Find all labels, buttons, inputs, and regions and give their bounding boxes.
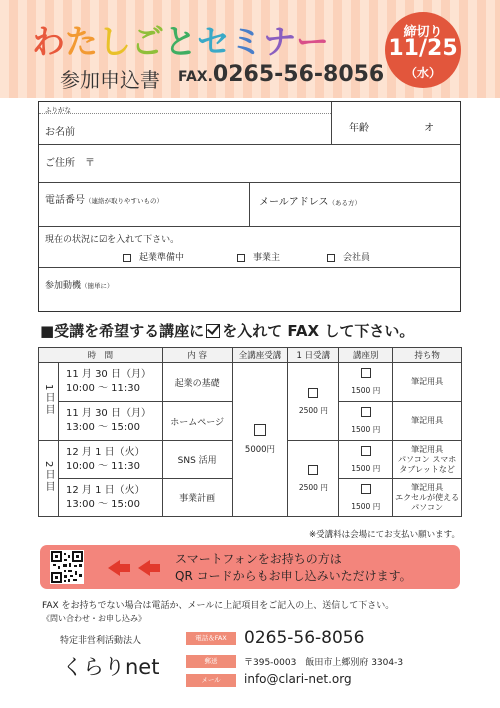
bring-line: パソコン スマホ [397, 454, 457, 464]
arrow-left-icon [138, 560, 150, 576]
bring-line: 筆記用具 [411, 444, 444, 454]
day1-label: 1日目 [42, 383, 54, 417]
payment-note: ※受講料は会場にてお支払い願います。 [309, 530, 460, 540]
checkbox[interactable] [308, 465, 318, 475]
motive-note: （簡単に） [81, 282, 114, 290]
day1-price: 2500 円 [298, 405, 328, 415]
single-price: 1500 円 [351, 425, 381, 434]
qr-message [175, 551, 412, 585]
bring-line: エクセルが使える [395, 492, 460, 502]
status-option-label: 事業主 [253, 253, 281, 263]
status-row [39, 227, 460, 268]
contact-row[interactable] [39, 183, 460, 227]
status-option-employee[interactable] [327, 250, 370, 263]
contact-mail-row [186, 653, 466, 670]
contact-email-row [186, 672, 466, 689]
single-course-cell[interactable] [339, 479, 393, 517]
motive-row[interactable] [39, 268, 460, 311]
title-char: わ [32, 22, 65, 61]
email-label [259, 193, 361, 208]
email-note: （ある方） [328, 199, 361, 207]
contact-email[interactable]: info@clari-net.org [244, 672, 352, 686]
name-row[interactable] [39, 102, 460, 145]
checkbox[interactable] [361, 484, 371, 494]
session-content: 起業の基礎 [162, 363, 232, 402]
course-table [38, 347, 462, 517]
day-label [39, 363, 59, 441]
bring-line: パソコン [411, 502, 443, 512]
section-title-b: を入れて FAX して下さい。 [222, 322, 415, 340]
address-row[interactable] [39, 145, 460, 183]
status-prompt: 現在の状況に☑を入れて下さい。 [45, 235, 180, 245]
phone-label-text: 電話番号 [45, 195, 85, 206]
course-section-title [40, 320, 414, 341]
day1-cell[interactable] [288, 363, 339, 441]
header-banner [0, 0, 500, 98]
header-single: 講座別 [339, 348, 393, 363]
bring-line: タブレットなど [399, 464, 455, 474]
session-datetime [58, 441, 162, 479]
bring-item: 筆記用具 [393, 402, 462, 441]
deadline-date: 11/25 [388, 36, 458, 61]
session-content: SNS 活用 [162, 441, 232, 479]
address-label: ご住所 〒 [45, 158, 95, 169]
contact-tag: 電話＆FAX [186, 632, 236, 645]
qr-line: スマートフォンをお持ちの方は [175, 552, 342, 566]
contact-phone[interactable]: 0265-56-8056 [244, 628, 365, 648]
email-divider [249, 183, 250, 226]
checked-box-icon [206, 324, 220, 338]
checkbox[interactable] [308, 388, 318, 398]
checkbox[interactable] [254, 424, 266, 436]
single-price: 1500 円 [351, 463, 381, 473]
single-price: 1500 円 [351, 501, 381, 511]
bring-item: 筆記用具 [393, 363, 462, 402]
header-fax [178, 62, 384, 87]
bring-item [393, 441, 462, 479]
age-label: 年齢 [349, 123, 369, 134]
section-title-a: ■受講を希望する講座に [40, 322, 205, 340]
arrow-left-icon [108, 560, 120, 576]
checkbox[interactable] [123, 254, 131, 262]
session-time: 13:00 ～ 15:00 [65, 498, 140, 510]
single-course-cell[interactable] [339, 363, 393, 402]
contact-address: 〒395-0003 飯田市上郷別府 3304-3 [244, 658, 404, 668]
title-char: と [164, 22, 197, 61]
motive-label [45, 278, 114, 291]
org-type: 特定非営利活動法人 [60, 636, 142, 646]
session-date: 11 月 30 日（月） [65, 369, 151, 380]
single-course-cell[interactable] [339, 441, 393, 479]
application-form [38, 101, 461, 312]
session-datetime [58, 363, 162, 402]
session-datetime [58, 402, 162, 441]
header-all: 全講座受講 [232, 348, 288, 363]
email-label-text: メールアドレス [259, 197, 329, 208]
session-date: 11 月 30 日（月） [65, 408, 151, 419]
fax-prefix: FAX. [178, 69, 213, 85]
inquiry-label: 《問い合わせ・お申し込み》 [42, 614, 146, 623]
single-course-cell[interactable] [339, 402, 393, 441]
deadline-label: 締切り [403, 25, 443, 40]
checkbox[interactable] [361, 368, 371, 378]
status-option-preparing[interactable] [123, 250, 184, 263]
furigana-label: ふりがな [45, 106, 71, 114]
fax-note: FAX をお持ちでない場合は電話か、メールに上記項目をご記入の上、送信して下さい。 [42, 601, 395, 611]
header-content: 内 容 [162, 348, 232, 363]
session-date: 12 月 1 日（火） [65, 446, 145, 458]
age-divider [331, 102, 332, 144]
deadline-badge [385, 12, 461, 88]
deadline-day: （水） [404, 66, 441, 80]
title-char: し [98, 22, 131, 61]
title-char: セ [197, 22, 230, 61]
qr-code-icon[interactable] [50, 550, 84, 584]
form-subtitle: 参加申込書 [60, 68, 160, 92]
seminar-title [32, 16, 329, 63]
day-label [39, 441, 59, 517]
all-course-price: 5000円 [244, 445, 276, 455]
org-name: くらりnet [62, 655, 160, 679]
contact-tag: メール [186, 674, 236, 687]
day2-price: 2500 円 [298, 482, 328, 492]
table-row [39, 363, 462, 402]
qr-line: QR コードからもお申し込みいただけます。 [175, 569, 412, 583]
session-content: 事業計画 [162, 479, 232, 517]
session-content: ホームページ [162, 402, 232, 441]
title-char: ー [296, 22, 329, 61]
fax-number: 0265-56-8056 [212, 62, 385, 87]
session-time: 13:00 ～ 15:00 [65, 422, 140, 433]
title-char: ご [131, 22, 164, 61]
checkbox[interactable] [361, 407, 371, 417]
checkbox[interactable] [327, 254, 335, 262]
bring-line: 筆記用具 [411, 482, 444, 492]
status-option-label: 起業準備中 [139, 253, 185, 263]
qr-banner [40, 545, 460, 589]
furigana-divider [39, 113, 331, 114]
checkbox[interactable] [361, 446, 371, 456]
age-unit: オ [424, 123, 434, 134]
phone-note: （連絡が取りやすいもの） [85, 197, 163, 205]
session-date: 12 月 1 日（火） [65, 484, 145, 496]
status-option-label: 会社員 [343, 253, 371, 263]
session-datetime [58, 479, 162, 517]
header-bring: 持ち物 [393, 348, 462, 363]
status-option-owner[interactable] [237, 250, 280, 263]
title-char: た [65, 22, 98, 61]
title-char: ミ [230, 22, 263, 61]
contact-phone-row [186, 630, 466, 647]
name-label: お名前 [45, 127, 75, 138]
bring-item [393, 479, 462, 517]
day2-cell[interactable] [288, 441, 339, 517]
title-char: ナ [263, 22, 296, 61]
header-oneday: 1 日受講 [288, 348, 339, 363]
day2-label: 2日目 [42, 460, 54, 494]
session-time: 10:00 ～ 11:30 [65, 383, 140, 394]
checkbox[interactable] [237, 254, 245, 262]
motive-label-text: 参加動機 [45, 281, 82, 291]
table-header-row [39, 348, 462, 363]
header-time: 時 間 [39, 348, 163, 363]
single-price: 1500 円 [351, 386, 381, 395]
contact-tag: 郵送 [186, 655, 236, 668]
phone-label [45, 191, 163, 206]
session-time: 10:00 ～ 11:30 [65, 460, 140, 472]
all-course-cell[interactable] [232, 363, 288, 517]
